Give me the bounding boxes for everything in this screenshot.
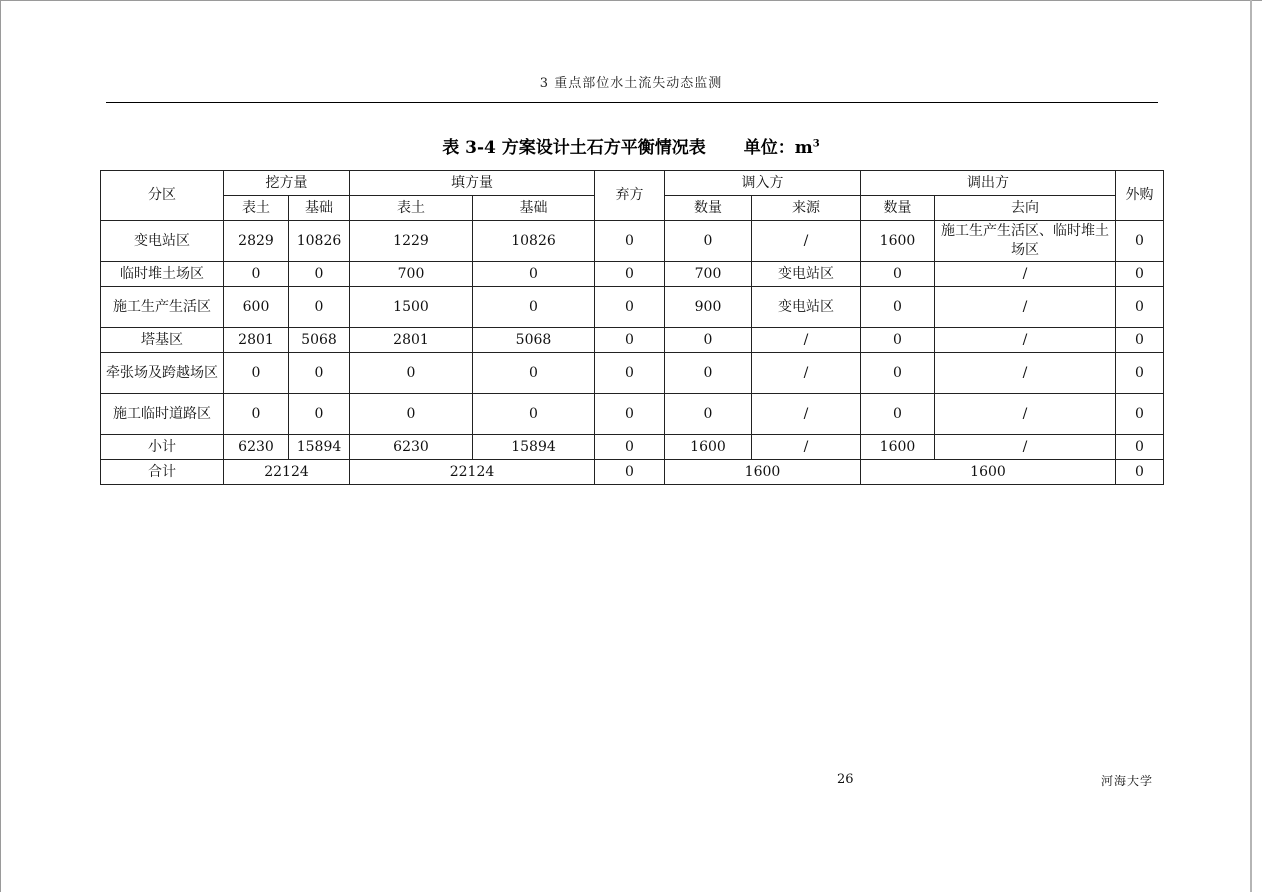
cell-purchase: 0 bbox=[1116, 394, 1164, 435]
unit-power: 3 bbox=[812, 138, 820, 150]
table-caption bbox=[0, 133, 1262, 158]
col-header-transfer-in: 调入方 bbox=[665, 171, 861, 196]
unit-label: 单位：m bbox=[743, 138, 813, 158]
cell-fill-foundation: 0 bbox=[473, 287, 595, 328]
cell-waste: 0 bbox=[595, 394, 665, 435]
page-number: 26 bbox=[837, 772, 854, 787]
cell-exc-surface: 6230 bbox=[224, 435, 289, 460]
cell-out-dest: / bbox=[935, 328, 1116, 353]
cell-exc-foundation: 0 bbox=[289, 287, 350, 328]
cell-zone: 变电站区 bbox=[101, 221, 224, 262]
cell-exc-foundation: 5068 bbox=[289, 328, 350, 353]
cell-in-source: / bbox=[752, 394, 861, 435]
cell-in-qty: 1600 bbox=[665, 435, 752, 460]
cell-out-qty: 0 bbox=[861, 328, 935, 353]
cell-in-qty: 0 bbox=[665, 328, 752, 353]
cell-in-qty: 700 bbox=[665, 262, 752, 287]
table-unit bbox=[744, 138, 820, 158]
cell-fill-surface: 0 bbox=[350, 353, 473, 394]
col-header-in-source: 来源 bbox=[752, 196, 861, 221]
col-header-exc-foundation: 基础 bbox=[289, 196, 350, 221]
cell-out-qty: 0 bbox=[861, 262, 935, 287]
cell-in-source: / bbox=[752, 221, 861, 262]
cell-exc-foundation: 15894 bbox=[289, 435, 350, 460]
cell-fill-surface: 1500 bbox=[350, 287, 473, 328]
total-zone: 合计 bbox=[101, 460, 224, 485]
cell-zone: 塔基区 bbox=[101, 328, 224, 353]
cell-exc-surface: 2829 bbox=[224, 221, 289, 262]
cell-out-dest: / bbox=[935, 394, 1116, 435]
cell-out-qty: 1600 bbox=[861, 221, 935, 262]
cell-zone: 临时堆土场区 bbox=[101, 262, 224, 287]
table-row bbox=[101, 353, 1164, 394]
cell-purchase: 0 bbox=[1116, 353, 1164, 394]
table-row bbox=[101, 221, 1164, 262]
col-header-fill: 填方量 bbox=[350, 171, 595, 196]
col-header-fill-surface: 表土 bbox=[350, 196, 473, 221]
cell-zone: 施工临时道路区 bbox=[101, 394, 224, 435]
total-excavation: 22124 bbox=[224, 460, 350, 485]
cell-out-dest: 施工生产生活区、临时堆土场区 bbox=[935, 221, 1116, 262]
running-header: 3 重点部位水土流失动态监测 bbox=[539, 76, 723, 91]
cell-fill-foundation: 15894 bbox=[473, 435, 595, 460]
cell-exc-surface: 0 bbox=[224, 262, 289, 287]
cell-purchase: 0 bbox=[1116, 287, 1164, 328]
cell-fill-foundation: 10826 bbox=[473, 221, 595, 262]
header-rule bbox=[106, 102, 1158, 103]
col-header-fill-foundation: 基础 bbox=[473, 196, 595, 221]
total-transfer-in: 1600 bbox=[665, 460, 861, 485]
cell-zone: 小计 bbox=[101, 435, 224, 460]
cell-purchase: 0 bbox=[1116, 328, 1164, 353]
cell-waste: 0 bbox=[595, 262, 665, 287]
cell-out-qty: 1600 bbox=[861, 435, 935, 460]
table-row bbox=[101, 262, 1164, 287]
total-waste: 0 bbox=[595, 460, 665, 485]
page-border-top bbox=[0, 0, 1262, 1]
total-fill: 22124 bbox=[350, 460, 595, 485]
cell-in-source: / bbox=[752, 328, 861, 353]
cell-fill-foundation: 0 bbox=[473, 394, 595, 435]
cell-in-qty: 0 bbox=[665, 221, 752, 262]
table-row bbox=[101, 328, 1164, 353]
cell-fill-surface: 1229 bbox=[350, 221, 473, 262]
cell-zone: 牵张场及跨越场区 bbox=[101, 353, 224, 394]
footer-organization: 河海大学 bbox=[1101, 774, 1154, 788]
col-header-waste: 弃方 bbox=[595, 171, 665, 221]
table-row bbox=[101, 435, 1164, 460]
total-transfer-out: 1600 bbox=[861, 460, 1116, 485]
cell-fill-foundation: 0 bbox=[473, 262, 595, 287]
cell-exc-foundation: 10826 bbox=[289, 221, 350, 262]
cell-out-qty: 0 bbox=[861, 353, 935, 394]
table-body bbox=[101, 221, 1164, 485]
col-header-out-dest: 去向 bbox=[935, 196, 1116, 221]
cell-zone: 施工生产生活区 bbox=[101, 287, 224, 328]
cell-in-source: 变电站区 bbox=[752, 262, 861, 287]
cell-exc-surface: 2801 bbox=[224, 328, 289, 353]
total-purchase: 0 bbox=[1116, 460, 1164, 485]
cell-out-qty: 0 bbox=[861, 287, 935, 328]
cell-out-dest: / bbox=[935, 262, 1116, 287]
cell-exc-surface: 600 bbox=[224, 287, 289, 328]
cell-waste: 0 bbox=[595, 435, 665, 460]
col-header-purchase: 外购 bbox=[1116, 171, 1164, 221]
cell-out-dest: / bbox=[935, 435, 1116, 460]
cell-out-qty: 0 bbox=[861, 394, 935, 435]
cell-waste: 0 bbox=[595, 287, 665, 328]
table-row bbox=[101, 287, 1164, 328]
col-header-exc-surface: 表土 bbox=[224, 196, 289, 221]
cell-fill-surface: 6230 bbox=[350, 435, 473, 460]
cell-fill-surface: 700 bbox=[350, 262, 473, 287]
cell-purchase: 0 bbox=[1116, 221, 1164, 262]
cell-fill-foundation: 0 bbox=[473, 353, 595, 394]
cell-waste: 0 bbox=[595, 353, 665, 394]
header-row-group bbox=[101, 171, 1164, 196]
col-header-zone: 分区 bbox=[101, 171, 224, 221]
cell-waste: 0 bbox=[595, 328, 665, 353]
cell-waste: 0 bbox=[595, 221, 665, 262]
cell-in-source: 变电站区 bbox=[752, 287, 861, 328]
table-title: 表 3-4 方案设计土石方平衡情况表 bbox=[442, 138, 706, 158]
cell-exc-foundation: 0 bbox=[289, 262, 350, 287]
cell-purchase: 0 bbox=[1116, 435, 1164, 460]
col-header-out-qty: 数量 bbox=[861, 196, 935, 221]
total-row bbox=[101, 460, 1164, 485]
cell-exc-foundation: 0 bbox=[289, 353, 350, 394]
cell-fill-foundation: 5068 bbox=[473, 328, 595, 353]
cell-in-source: / bbox=[752, 435, 861, 460]
earthwork-balance-table bbox=[100, 170, 1164, 485]
cell-exc-foundation: 0 bbox=[289, 394, 350, 435]
cell-exc-surface: 0 bbox=[224, 353, 289, 394]
cell-in-qty: 900 bbox=[665, 287, 752, 328]
cell-in-source: / bbox=[752, 353, 861, 394]
table-row bbox=[101, 394, 1164, 435]
cell-purchase: 0 bbox=[1116, 262, 1164, 287]
col-header-excavation: 挖方量 bbox=[224, 171, 350, 196]
cell-out-dest: / bbox=[935, 287, 1116, 328]
cell-exc-surface: 0 bbox=[224, 394, 289, 435]
cell-in-qty: 0 bbox=[665, 394, 752, 435]
col-header-transfer-out: 调出方 bbox=[861, 171, 1116, 196]
cell-in-qty: 0 bbox=[665, 353, 752, 394]
cell-fill-surface: 2801 bbox=[350, 328, 473, 353]
col-header-in-qty: 数量 bbox=[665, 196, 752, 221]
cell-out-dest: / bbox=[935, 353, 1116, 394]
cell-fill-surface: 0 bbox=[350, 394, 473, 435]
